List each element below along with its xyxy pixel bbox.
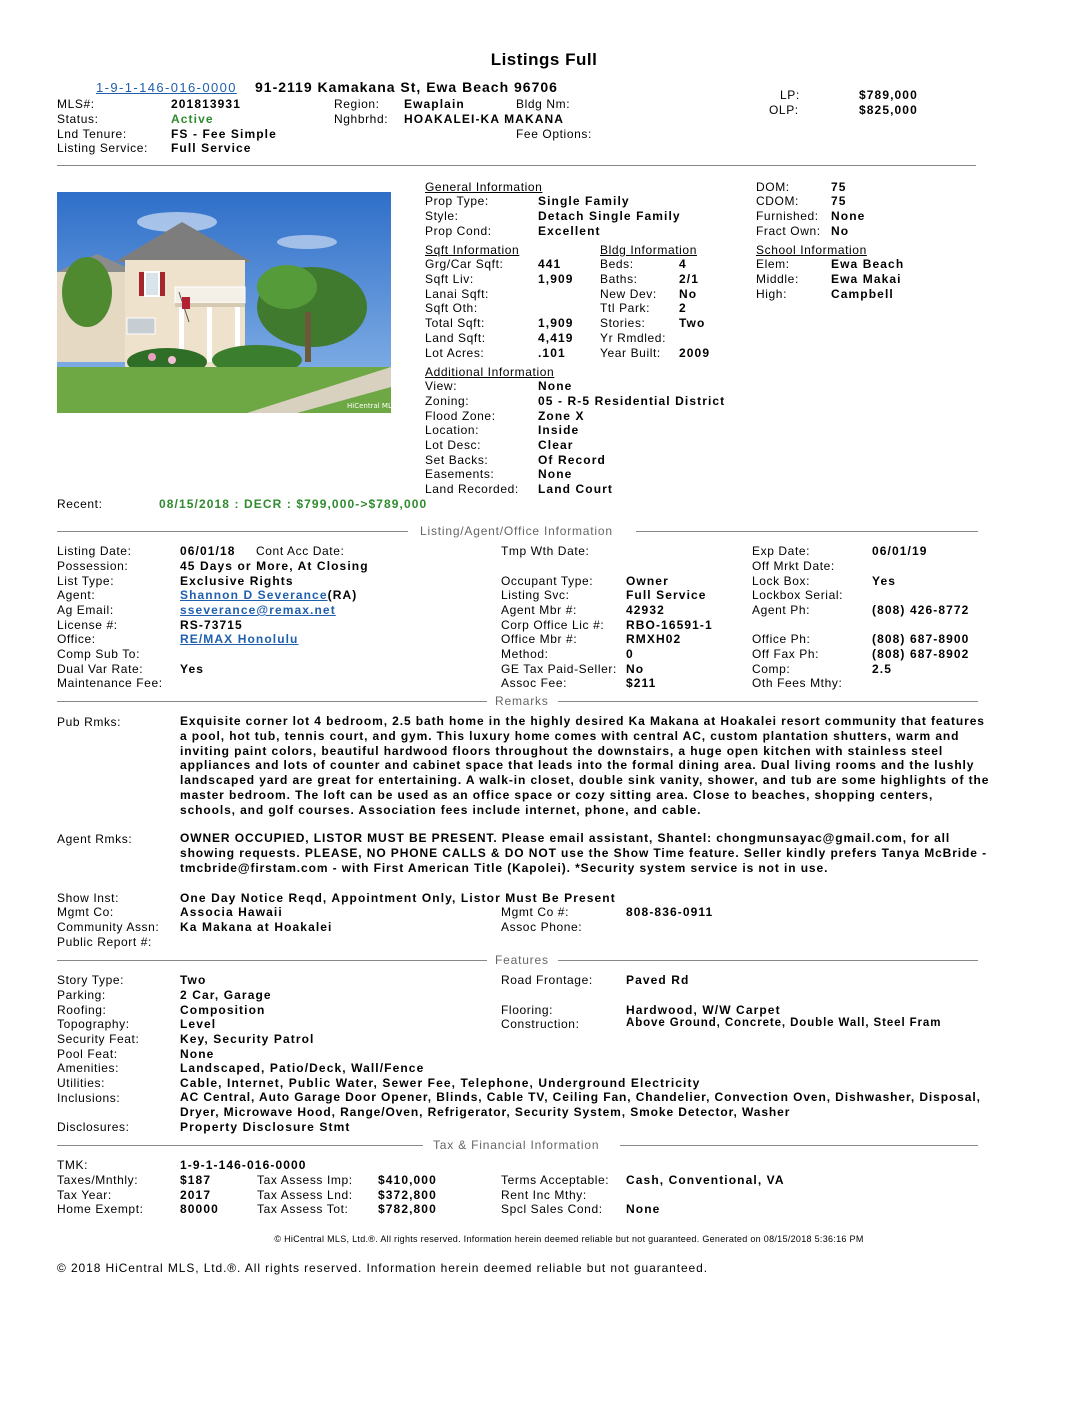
new-dev-value: No	[679, 287, 698, 301]
tax-year-label: Tax Year:	[57, 1188, 112, 1202]
property-photo	[57, 192, 397, 413]
beds-value: 4	[679, 257, 687, 271]
ag-email-link[interactable]: sseverance@remax.net	[180, 603, 336, 617]
terms-acceptable-label: Terms Acceptable:	[501, 1173, 610, 1187]
off-fax-ph-label: Off Fax Ph:	[752, 647, 820, 661]
year-built-label: Year Built:	[600, 346, 661, 360]
office-ph-value: (808) 687-8900	[872, 632, 970, 646]
yr-rmdled-label: Yr Rmdled:	[600, 331, 667, 345]
home-exempt-label: Home Exempt:	[57, 1202, 144, 1216]
fee-options-label: Fee Options:	[516, 127, 592, 141]
general-heading: General Information	[425, 180, 543, 194]
middle-label: Middle:	[756, 272, 799, 286]
lock-box-value: Yes	[872, 574, 896, 588]
lao-heading: Listing/Agent/Office Information	[416, 524, 617, 538]
utilities-value: Cable, Internet, Public Water, Sewer Fee, Telephone, Underground Electricity	[180, 1076, 701, 1090]
lnd-tenure-value: FS - Fee Simple	[171, 127, 277, 141]
office-label: Office:	[57, 632, 96, 646]
remarks-divider-left	[57, 701, 487, 702]
page-title: Listings Full	[490, 50, 598, 69]
lockbox-serial-label: Lockbox Serial:	[752, 588, 844, 602]
footer-generated: © HiCentral MLS, Ltd.®. All rights reserved. Information herein deemed reliable but not guaranteed. Generated on 08/15/2018 5:36:16 PM	[274, 1234, 864, 1244]
mls-number: 201813931	[171, 97, 241, 111]
construction-value: Above Ground, Concrete, Double Wall, Steel Fram	[626, 1017, 942, 1029]
maintenance-fee-label: Maintenance Fee:	[57, 676, 163, 690]
photo-watermark: HiCentral MLS	[347, 402, 397, 410]
prop-cond-label: Prop Cond:	[425, 224, 492, 238]
tmk-label: TMK:	[57, 1158, 89, 1172]
pub-rmks-text: Exquisite corner lot 4 bedroom, 2.5 bath home in the highly desired Ka Makana at Hoakalei resort community that features a pool, hot tub, tennis court, and gym. This luxury home comes with central AC, custom plantation shutters, warm and inviting paint colors, beautiful hardwood floors throughout the downstairs, a huge open kitchen with stainless steel appliances and lots of counter and cabinet space that leads into the formal dining area. Dual living rooms and the lushly landscaped yard are great for entertaining. A walk-in closet, double sink vanity, shower, and tub are some highlights of the master bedroom. The loft can be used as an office space or cozy sitting area. Close to beaches, shopping centers, schools, and golf courses. Association fees include internet, phone, and cable.	[180, 714, 990, 817]
inclusions-value: AC Central, Auto Garage Door Opener, Blinds, Cable TV, Ceiling Fan, Chandelier, Convection Oven, Dishwasher, Disposal, Dryer, Microwave Hood, Range/Oven, Refrigerator, Security System, Smoke Detector, Washer	[180, 1090, 981, 1119]
rent-inc-label: Rent Inc Mthy:	[501, 1188, 587, 1202]
land-recorded-value: Land Court	[538, 482, 613, 496]
sqft-liv-value: 1,909	[538, 272, 574, 286]
agent-label: Agent:	[57, 588, 96, 602]
flood-zone-label: Flood Zone:	[425, 409, 496, 423]
lp-label: LP:	[780, 88, 800, 102]
occupant-type-value: Owner	[626, 574, 669, 588]
office-link[interactable]: RE/MAX Honolulu	[180, 632, 299, 646]
baths-value: 2/1	[679, 272, 699, 286]
nghbrhd-label: Nghbrhd:	[334, 112, 389, 126]
pool-feat-label: Pool Feat:	[57, 1047, 118, 1061]
parking-label: Parking:	[57, 988, 106, 1002]
status-label: Status:	[57, 112, 99, 126]
community-assn-label: Community Assn:	[57, 920, 160, 934]
nghbrhd-value: HOAKALEI-KA MAKANA	[404, 112, 565, 126]
agent-link[interactable]: Shannon D Severance	[180, 588, 328, 602]
prop-type-value: Single Family	[538, 194, 630, 208]
status-badge: Active	[171, 112, 214, 126]
footer-copyright: © 2018 HiCentral MLS, Ltd.®. All rights reserved. Information herein deemed reliable but not guaranteed.	[57, 1261, 708, 1275]
features-heading: Features	[491, 953, 553, 967]
listing-service-value: Full Service	[171, 141, 252, 155]
lp-value: $789,000	[859, 88, 918, 102]
office-mbr-value: RMXH02	[626, 632, 682, 646]
disclosures-value: Property Disclosure Stmt	[180, 1120, 351, 1134]
spcl-sales-cond-value: None	[626, 1202, 661, 1216]
remarks-heading: Remarks	[491, 694, 553, 708]
agent-ph-value: (808) 426-8772	[872, 603, 970, 617]
license-label: License #:	[57, 618, 118, 632]
tmp-wth-date-label: Tmp Wth Date:	[501, 544, 590, 558]
recent-label: Recent:	[57, 497, 103, 511]
furnished-value: None	[831, 209, 866, 223]
mgmt-co-value: Associa Hawaii	[180, 905, 283, 919]
elem-value: Ewa Beach	[831, 257, 905, 271]
location-label: Location:	[425, 423, 480, 437]
tax-assess-tot-label: Tax Assess Tot:	[257, 1202, 349, 1216]
sqft-liv-label: Sqft Liv:	[425, 272, 474, 286]
ag-email-label: Ag Email:	[57, 603, 114, 617]
office-ph-label: Office Ph:	[752, 632, 811, 646]
stories-label: Stories:	[600, 316, 646, 330]
elem-label: Elem:	[756, 257, 790, 271]
cont-acc-date-label: Cont Acc Date:	[256, 544, 345, 558]
baths-label: Baths:	[600, 272, 638, 286]
lao-divider-right	[636, 531, 978, 532]
zoning-value: 05 - R-5 Residential District	[538, 394, 726, 408]
school-heading: School Information	[756, 243, 867, 257]
land-recorded-label: Land Recorded:	[425, 482, 519, 496]
style-value: Detach Single Family	[538, 209, 681, 223]
remarks-divider-right	[558, 701, 978, 702]
story-type-label: Story Type:	[57, 973, 125, 987]
agent-mbr-value: 42932	[626, 603, 665, 617]
home-exempt-value: 80000	[180, 1202, 219, 1216]
high-value: Campbell	[831, 287, 894, 301]
comp-sub-to-label: Comp Sub To:	[57, 647, 141, 661]
mls-label: MLS#:	[57, 97, 95, 111]
grg-car-sqft-label: Grg/Car Sqft:	[425, 257, 504, 271]
ge-tax-label: GE Tax Paid-Seller:	[501, 662, 617, 676]
tax-heading: Tax & Financial Information	[429, 1138, 603, 1152]
story-type-value: Two	[180, 973, 207, 987]
flood-zone-value: Zone X	[538, 409, 585, 423]
community-assn-value: Ka Makana at Hoakalei	[180, 920, 333, 934]
agent-rmks-label: Agent Rmks:	[57, 832, 133, 846]
possession-value: 45 Days or More, At Closing	[180, 559, 369, 573]
amenities-value: Landscaped, Patio/Deck, Wall/Fence	[180, 1061, 425, 1075]
features-divider-left	[57, 960, 487, 961]
terms-acceptable-value: Cash, Conventional, VA	[626, 1173, 785, 1187]
off-fax-ph-value: (808) 687-8902	[872, 647, 970, 661]
furnished-label: Furnished:	[756, 209, 819, 223]
listing-address: 91-2119 Kamakana St, Ewa Beach 96706	[255, 79, 558, 95]
listing-svc-label: Listing Svc:	[501, 588, 570, 602]
tax-assess-imp-label: Tax Assess Imp:	[257, 1173, 353, 1187]
inclusions-label: Inclusions:	[57, 1091, 121, 1105]
roofing-value: Composition	[180, 1003, 266, 1017]
amenities-label: Amenities:	[57, 1061, 120, 1075]
view-label: View:	[425, 379, 458, 393]
office-mbr-label: Office Mbr #:	[501, 632, 578, 646]
agent-ph-label: Agent Ph:	[752, 603, 811, 617]
middle-value: Ewa Makai	[831, 272, 902, 286]
off-mrkt-date-label: Off Mrkt Date:	[752, 559, 835, 573]
road-frontage-label: Road Frontage:	[501, 973, 593, 987]
lock-box-label: Lock Box:	[752, 574, 811, 588]
listing-date-label: Listing Date:	[57, 544, 132, 558]
taxes-mnthly-label: Taxes/Mnthly:	[57, 1173, 139, 1187]
ttl-park-label: Ttl Park:	[600, 301, 651, 315]
license-value: RS-73715	[180, 618, 243, 632]
mgmt-co-no-label: Mgmt Co #:	[501, 905, 570, 919]
mgmt-co-label: Mgmt Co:	[57, 905, 114, 919]
tax-divider-right	[620, 1145, 978, 1146]
utilities-label: Utilities:	[57, 1076, 106, 1090]
land-sqft-value: 4,419	[538, 331, 574, 345]
show-inst-label: Show Inst:	[57, 891, 120, 905]
prop-cond-value: Excellent	[538, 224, 601, 238]
fract-own-value: No	[831, 224, 850, 238]
comp-label: Comp:	[752, 662, 791, 676]
parking-value: 2 Car, Garage	[180, 988, 272, 1002]
dual-var-rate-label: Dual Var Rate:	[57, 662, 144, 676]
exp-date-value: 06/01/19	[872, 544, 928, 558]
tax-assess-lnd-value: $372,800	[378, 1188, 437, 1202]
easements-label: Easements:	[425, 467, 495, 481]
spcl-sales-cond-label: Spcl Sales Cond:	[501, 1202, 603, 1216]
zoning-label: Zoning:	[425, 394, 470, 408]
region-value: Ewaplain	[404, 97, 465, 111]
lot-desc-label: Lot Desc:	[425, 438, 482, 452]
assoc-phone-label: Assoc Phone:	[501, 920, 583, 934]
total-sqft-label: Total Sqft:	[425, 316, 485, 330]
lao-divider-left	[57, 531, 408, 532]
lot-acres-value: .101	[538, 346, 566, 360]
region-label: Region:	[334, 97, 380, 111]
method-value: 0	[626, 647, 634, 661]
lot-acres-label: Lot Acres:	[425, 346, 485, 360]
topography-label: Topography:	[57, 1017, 130, 1031]
year-built-value: 2009	[679, 346, 711, 360]
list-type-label: List Type:	[57, 574, 115, 588]
occupant-type-label: Occupant Type:	[501, 574, 594, 588]
prop-type-label: Prop Type:	[425, 194, 489, 208]
lanai-sqft-label: Lanai Sqft:	[425, 287, 489, 301]
construction-label: Construction:	[501, 1017, 580, 1031]
tmk-value: 1-9-1-146-016-0000	[180, 1158, 307, 1172]
flooring-label: Flooring:	[501, 1003, 554, 1017]
set-backs-value: Of Record	[538, 453, 606, 467]
olp-value: $825,000	[859, 103, 918, 117]
agent-suffix: (RA)	[327, 588, 358, 602]
road-frontage-value: Paved Rd	[626, 973, 690, 987]
bldg-nm-label: Bldg Nm:	[516, 97, 571, 111]
house-image	[57, 192, 397, 413]
taxes-mnthly-value: $187	[180, 1173, 212, 1187]
disclosures-label: Disclosures:	[57, 1120, 130, 1134]
tax-divider-left	[57, 1145, 423, 1146]
public-report-label: Public Report #:	[57, 935, 152, 949]
new-dev-label: New Dev:	[600, 287, 657, 301]
recent-value: 08/15/2018 : DECR : $799,000->$789,000	[159, 497, 428, 511]
method-label: Method:	[501, 647, 549, 661]
view-value: None	[538, 379, 573, 393]
beds-label: Beds:	[600, 257, 634, 271]
flooring-value: Hardwood, W/W Carpet	[626, 1003, 781, 1017]
additional-heading: Additional Information	[425, 365, 555, 379]
oth-fees-label: Oth Fees Mthy:	[752, 676, 843, 690]
sqft-heading: Sqft Information	[425, 243, 520, 257]
mgmt-co-no-value: 808-836-0911	[626, 905, 714, 919]
topography-value: Level	[180, 1017, 217, 1031]
show-inst-value: One Day Notice Reqd, Appointment Only, Listor Must Be Present	[180, 891, 616, 905]
agent-rmks-text: OWNER OCCUPIED, LISTOR MUST BE PRESENT. Please email assistant, Shantel: chongmunsayac@gmail.com, for all showing requests. PLEASE, NO PHONE CALLS & DO NOT use the Show Time feature. Seller kindly prefers Tanya McBride - tmcbride@firstam.com - with First American Title (Kapolei). *Security system service is not in use.	[180, 831, 987, 875]
style-label: Style:	[425, 209, 459, 223]
tmk-link[interactable]: 1-9-1-146-016-0000	[96, 80, 237, 95]
ttl-park-value: 2	[679, 301, 687, 315]
security-feat-value: Key, Security Patrol	[180, 1032, 315, 1046]
fract-own-label: Fract Own:	[756, 224, 821, 238]
high-label: High:	[756, 287, 788, 301]
total-sqft-value: 1,909	[538, 316, 574, 330]
listing-svc-value: Full Service	[626, 588, 707, 602]
cdom-label: CDOM:	[756, 194, 799, 208]
roofing-label: Roofing:	[57, 1003, 107, 1017]
possession-label: Possession:	[57, 559, 129, 573]
pool-feat-value: None	[180, 1047, 215, 1061]
agent-value	[180, 588, 357, 602]
lnd-tenure-label: Lnd Tenure:	[57, 127, 127, 141]
security-feat-label: Security Feat:	[57, 1032, 140, 1046]
land-sqft-label: Land Sqft:	[425, 331, 486, 345]
listing-service-label: Listing Service:	[57, 141, 148, 155]
header-divider	[57, 165, 976, 166]
assoc-fee-label: Assoc Fee:	[501, 676, 568, 690]
lot-desc-value: Clear	[538, 438, 574, 452]
tax-assess-tot-value: $782,800	[378, 1202, 437, 1216]
dual-var-rate-value: Yes	[180, 662, 204, 676]
bldg-heading: Bldg Information	[600, 243, 697, 257]
exp-date-label: Exp Date:	[752, 544, 811, 558]
list-type-value: Exclusive Rights	[180, 574, 294, 588]
easements-value: None	[538, 467, 573, 481]
pub-rmks-label: Pub Rmks:	[57, 715, 122, 729]
grg-car-sqft-value: 441	[538, 257, 562, 271]
location-value: Inside	[538, 423, 580, 437]
corp-office-lic-label: Corp Office Lic #:	[501, 618, 605, 632]
comp-value: 2.5	[872, 662, 892, 676]
features-divider-right	[558, 960, 978, 961]
agent-mbr-label: Agent Mbr #:	[501, 603, 577, 617]
corp-office-lic-value: RBO-16591-1	[626, 618, 713, 632]
set-backs-label: Set Backs:	[425, 453, 489, 467]
listing-date-value: 06/01/18	[180, 544, 236, 558]
sqft-oth-label: Sqft Oth:	[425, 301, 478, 315]
tax-assess-lnd-label: Tax Assess Lnd:	[257, 1188, 353, 1202]
tax-assess-imp-value: $410,000	[378, 1173, 437, 1187]
ge-tax-value: No	[626, 662, 645, 676]
olp-label: OLP:	[769, 103, 799, 117]
stories-value: Two	[679, 316, 706, 330]
assoc-fee-value: $211	[626, 676, 657, 690]
cdom-value: 75	[831, 194, 847, 208]
dom-label: DOM:	[756, 180, 790, 194]
dom-value: 75	[831, 180, 847, 194]
tax-year-value: 2017	[180, 1188, 212, 1202]
